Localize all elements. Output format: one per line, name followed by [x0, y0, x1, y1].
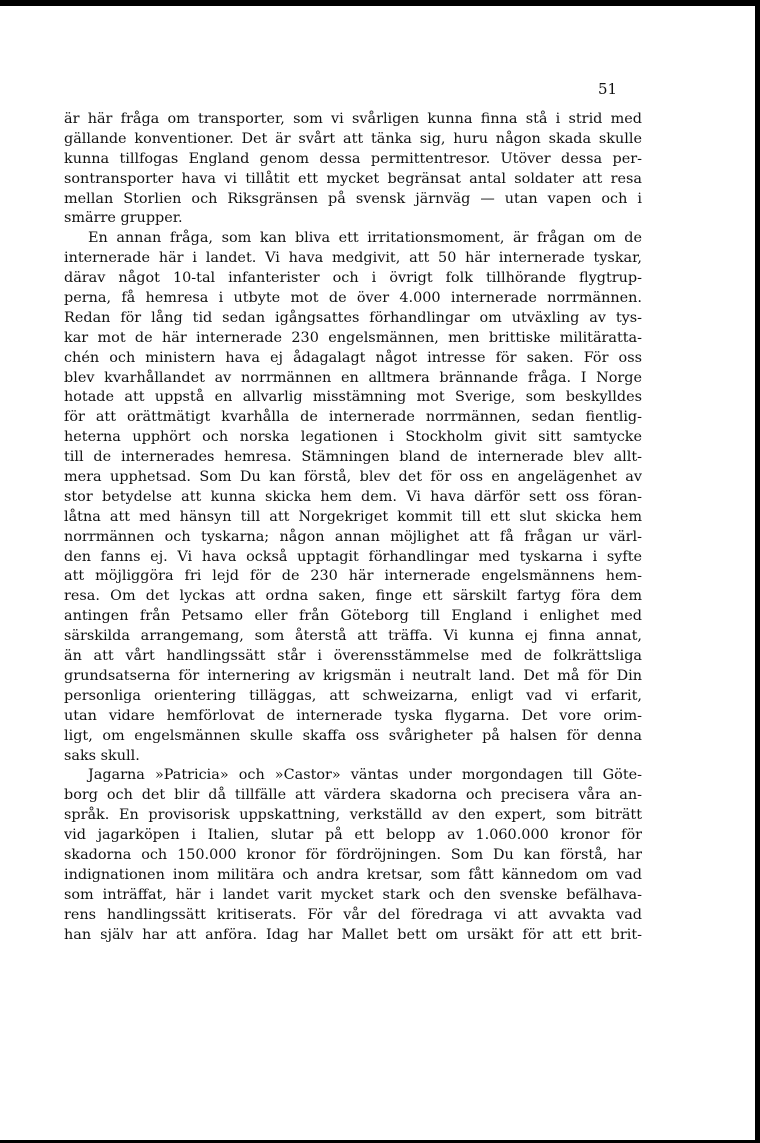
text-line: antingen från Petsamo eller från Göteborg till England i enlighet med	[64, 608, 642, 625]
text-line: smärre grupper.	[64, 210, 183, 227]
text-line: låtna att med hänsyn till att Norgekriget kommit till ett slut skicka hem	[64, 508, 642, 525]
text-line: internerade här i landet. Vi hava medgivit, att 50 här internerade tyskar,	[64, 250, 642, 267]
text-line: borg och det blir då tillfälle att värdera skadorna och precisera våra an-	[64, 787, 642, 804]
text-line: personliga orientering tilläggas, att schweizarna, enligt vad vi erfarit,	[64, 687, 642, 704]
text-line: särskilda arrangemang, som återstå att träffa. Vi kunna ej finna annat,	[64, 628, 642, 645]
text-line: ligt, om engelsmännen skulle skaffa oss svårigheter på halsen för denna	[64, 727, 642, 744]
text-line: saks skull.	[64, 747, 140, 764]
text-line: blev kvarhållandet av norrmännen en alltmera brännande fråga. I Norge	[64, 369, 642, 386]
page-number: 51	[598, 80, 618, 98]
text-line: hotade att uppstå en allvarlig misstämning mot Sverige, som beskylldes	[64, 389, 642, 406]
paragraph-start-line: Jagarna »Patricia» och »Castor» väntas under morgondagen till Göte-	[88, 767, 642, 784]
text-line: att möjliggöra fri lejd för de 230 här internerade engelsmännens hem-	[64, 568, 642, 585]
text-line: grundsatserna för internering av krigsmän i neutralt land. Det må för Din	[64, 667, 642, 684]
text-line: sontransporter hava vi tillåtit ett mycket begränsat antal soldater att resa	[64, 170, 642, 187]
text-line: kar mot de här internerade 230 engelsmännen, men brittiske militäratta-	[64, 329, 642, 346]
paragraph-start-line: En annan fråga, som kan bliva ett irritationsmoment, är frågan om de	[88, 230, 642, 247]
text-line: är här fråga om transporter, som vi svårligen kunna finna stå i strid med	[64, 111, 642, 127]
text-line: mellan Storlien och Riksgränsen på svensk järnväg — utan vapen och i	[64, 190, 642, 207]
text-line: norrmännen och tyskarna; någon annan möjlighet att få frågan ur värl-	[64, 528, 642, 545]
text-line: för att orättmätigt kvarhålla de internerade norrmännen, sedan fientlig-	[64, 409, 642, 426]
text-line: därav något 10-tal infanterister och i övrigt folk tillhörande flygtrup-	[64, 270, 642, 287]
text-line: mera upphetsad. Som Du kan förstå, blev det för oss en angelägenhet av	[64, 469, 642, 486]
text-line: indignationen inom militära och andra kretsar, som fått kännedom om vad	[64, 866, 642, 883]
text-line: utan vidare hemförlovat de internerade tyska flygarna. Det vore orim-	[64, 707, 642, 724]
text-line: Redan för lång tid sedan igångsattes förhandlingar om utväxling av tys-	[64, 309, 642, 326]
scan-edge-top	[0, 0, 760, 6]
scan-edge-right	[755, 0, 760, 1143]
text-line: den fanns ej. Vi hava också upptagit förhandlingar med tyskarna i syfte	[64, 548, 642, 565]
text-line: perna, få hemresa i utbyte mot de över 4.000 internerade norrmännen.	[64, 290, 642, 307]
text-line: språk. En provisorisk uppskattning, verkställd av den expert, som biträtt	[64, 807, 642, 824]
text-line: gällande konventioner. Det är svårt att tänka sig, huru någon skada skulle	[64, 130, 642, 147]
text-line: han själv har att anföra. Idag har Mallet bett om ursäkt för att ett brit-	[64, 926, 642, 943]
text-line: som inträffat, här i landet varit mycket stark och den svenske befälhava-	[64, 886, 642, 903]
text-line: till de internerades hemresa. Stämningen bland de internerade blev allt-	[64, 449, 642, 466]
text-line: än att vårt handlingssätt står i överensstämmelse med de folkrättsliga	[64, 648, 642, 665]
text-line: heterna upphört och norska legationen i Stockholm givit sitt samtycke	[64, 429, 642, 446]
text-line: chén och ministern hava ej ådagalagt något intresse för saken. För oss	[64, 349, 642, 366]
text-line: skadorna och 150.000 kronor för fördröjningen. Som Du kan förstå, har	[64, 846, 642, 863]
body-text	[64, 110, 642, 945]
text-line: kunna tillfogas England genom dessa permittentresor. Utöver dessa per-	[64, 150, 642, 167]
text-line: stor betydelse att kunna skicka hem dem. Vi hava därför sett oss föran-	[64, 488, 642, 505]
text-line: vid jagarköpen i Italien, slutar på ett belopp av 1.060.000 kronor för	[64, 827, 642, 844]
text-line: rens handlingssätt kritiserats. För vår del föredraga vi att avvakta vad	[64, 906, 642, 923]
text-line: resa. Om det lyckas att ordna saken, finge ett särskilt fartyg föra dem	[64, 588, 642, 605]
